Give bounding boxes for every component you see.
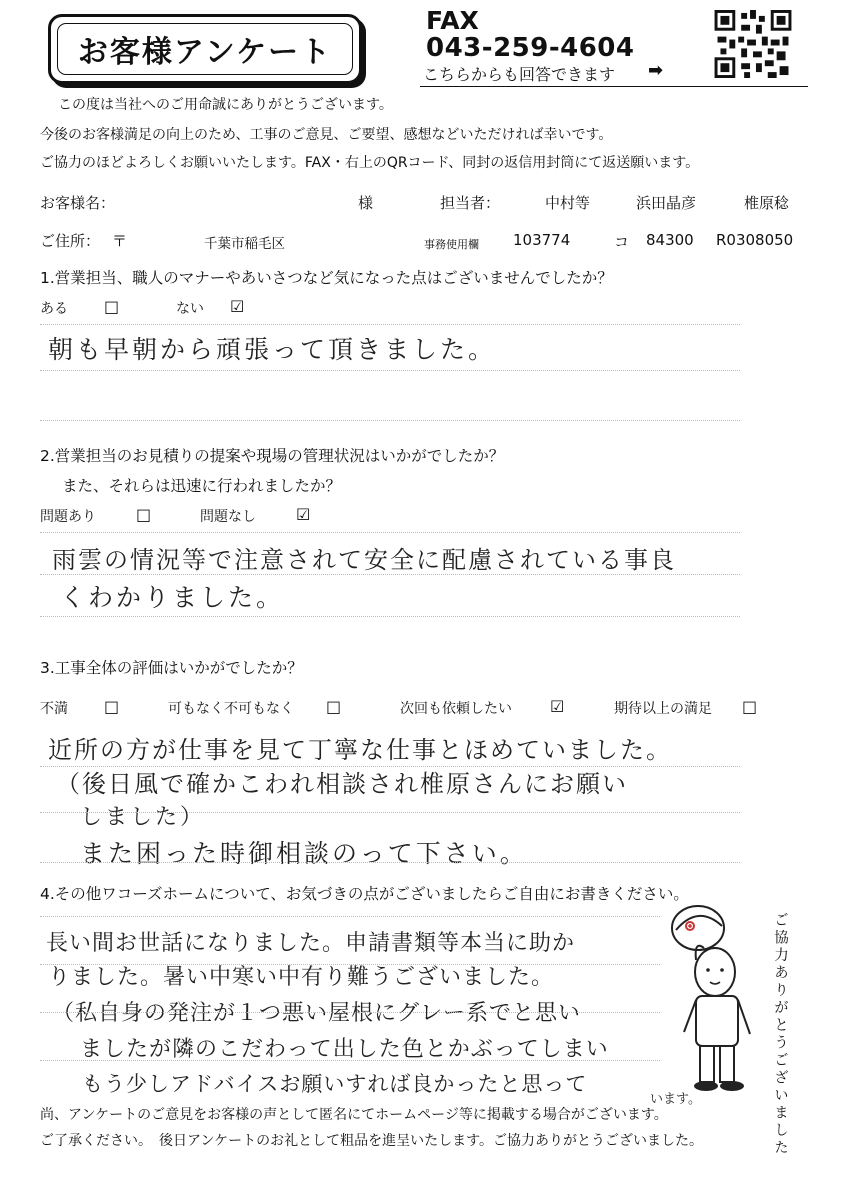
office-use-label: 事務使用欄 [424,238,479,251]
q3-exceeded-checkbox[interactable]: □ [742,697,758,716]
answer-line [40,616,740,617]
arrow-right-icon: ➡ [648,60,664,81]
q2-option-problem: 問題あり [40,509,96,525]
q4-handwritten-answer-1: 長い間お世話になりました。申請書類等本当に助か [46,931,576,956]
postal-mark: 〒 [112,232,128,250]
customer-name-label: お客様名： [40,194,116,212]
fax-note: こちらからも回答できます [423,65,616,84]
q4-question: 4.その他ワコーズホームについて、お気づきの点がございましたらご自由にお書きください。 [40,885,689,903]
q3-handwritten-answer-2: （後日風で確かこわれ相談され椎原さんにお願い [56,770,628,798]
q4-handwritten-answer-5: もう少しアドバイスお願いすれば良かったと思って [82,1072,588,1096]
q3-handwritten-answer-3: しました） [80,805,206,830]
side-thanks-text: ご協力ありがとうございました [772,912,788,1157]
address-label: ご住所： [40,232,101,250]
staff-label: 担当者： [440,194,501,212]
q3-option-neutral: 可もなく不可もなく [168,701,294,717]
fax-divider [420,86,808,87]
survey-title-box [48,14,362,84]
answer-line [40,964,660,965]
staff-name-1: 中村等 [545,194,591,212]
qr-code-icon [714,10,792,78]
q1-question: 1.営業担当、職人のマナーやあいさつなど気になった点はございませんでしたか？ [40,269,613,287]
q3-question: 3.工事全体の評価はいかがでしたか？ [40,659,303,677]
answer-line [40,532,740,533]
answer-line [40,574,740,575]
q1-handwritten-answer: 朝も早朝から頑張って頂きました。 [48,335,497,364]
footer-line-2: ご了承ください。 後日アンケートのお礼として粗品を進呈いたします。ご協力ありがとうございました。 [40,1133,704,1149]
intro-line-2: 今後のお客様満足の向上のため、工事のご意見、ご要望、感想などいただければ幸いです。 [40,127,613,143]
q1-yes-checkbox[interactable]: □ [104,297,120,316]
answer-line [40,862,740,863]
intro-line-1: この度は当社へのご用命誠にありがとうございます。 [58,97,393,113]
q4-handwritten-answer-3: （私自身の発注が１つ悪い屋根にグレー系でと思い [52,1001,582,1026]
q3-repeat-checkbox[interactable]: ☑ [550,697,565,716]
q3-dissatisfied-checkbox[interactable]: □ [104,697,120,716]
q2-option-no-problem: 問題なし [200,509,256,525]
staff-name-3: 椎原稔 [744,194,790,212]
answer-line [40,370,740,371]
q4-handwritten-answer-2: りました。暑い中寒い中有り難うございました。 [48,965,555,990]
q3-handwritten-answer-1: 近所の方が仕事を見て丁寧な仕事とほめていました。 [48,736,672,764]
footer-line-1: 尚、アンケートのご意見をお客様の声として匿名にてホームページ等に掲載する場合がございます。 [40,1107,668,1123]
q1-no-checkbox[interactable]: ☑ [230,297,245,316]
q2-question: 2.営業担当のお見積りの提案や現場の管理状況はいかがでしたか？ [40,447,505,465]
q2-no-problem-checkbox[interactable]: ☑ [296,505,311,524]
q3-option-dissatisfied: 不満 [40,701,68,717]
office-mark: コ [614,233,630,251]
survey-title: お客様アンケート [57,23,353,75]
answer-line [40,420,740,421]
office-number: 84300 [646,231,694,249]
q1-option-no: ない [176,301,204,317]
intro-line-3: ご協力のほどよろしくお願いいたします。FAX・右上のQRコード、同封の返信用封筒にて返送願います。 [40,155,700,171]
q2-handwritten-answer-1: 雨雲の情況等で注意されて安全に配慮されている事良 [52,546,676,574]
answer-line [40,324,740,325]
q3-option-exceeded: 期待以上の満足 [614,701,712,717]
q4-handwritten-answer-4: ましたが隣のこだわって出した色とかぶってしまい [80,1037,609,1062]
q2-handwritten-answer-2: くわかりました。 [60,583,285,612]
staff-name-2: 浜田晶彦 [636,194,697,212]
office-ref: R0308050 [716,231,794,249]
answer-line [40,812,740,813]
answer-line [40,1012,660,1013]
worker-mascot-icon [660,900,770,1100]
office-code: 103774 [513,231,571,249]
fax-label: FAX [426,6,479,35]
honorific: 様 [358,194,374,212]
q3-neutral-checkbox[interactable]: □ [326,697,342,716]
q3-option-repeat: 次回も依頼したい [400,701,512,717]
q2-problem-checkbox[interactable]: □ [136,505,152,524]
q2-question-line-2: また、それらは迅速に行われましたか？ [62,477,342,495]
address-value: 千葉市稲毛区 [204,236,285,252]
fax-number: 043-259-4604 [426,33,635,63]
q4-handwritten-answer-tail: います。 [650,1092,701,1107]
q1-option-yes: ある [40,301,68,317]
q3-handwritten-answer-4: また困った時御相談のって下さい。 [80,839,528,868]
answer-line [40,916,660,917]
answer-line [40,1060,660,1061]
